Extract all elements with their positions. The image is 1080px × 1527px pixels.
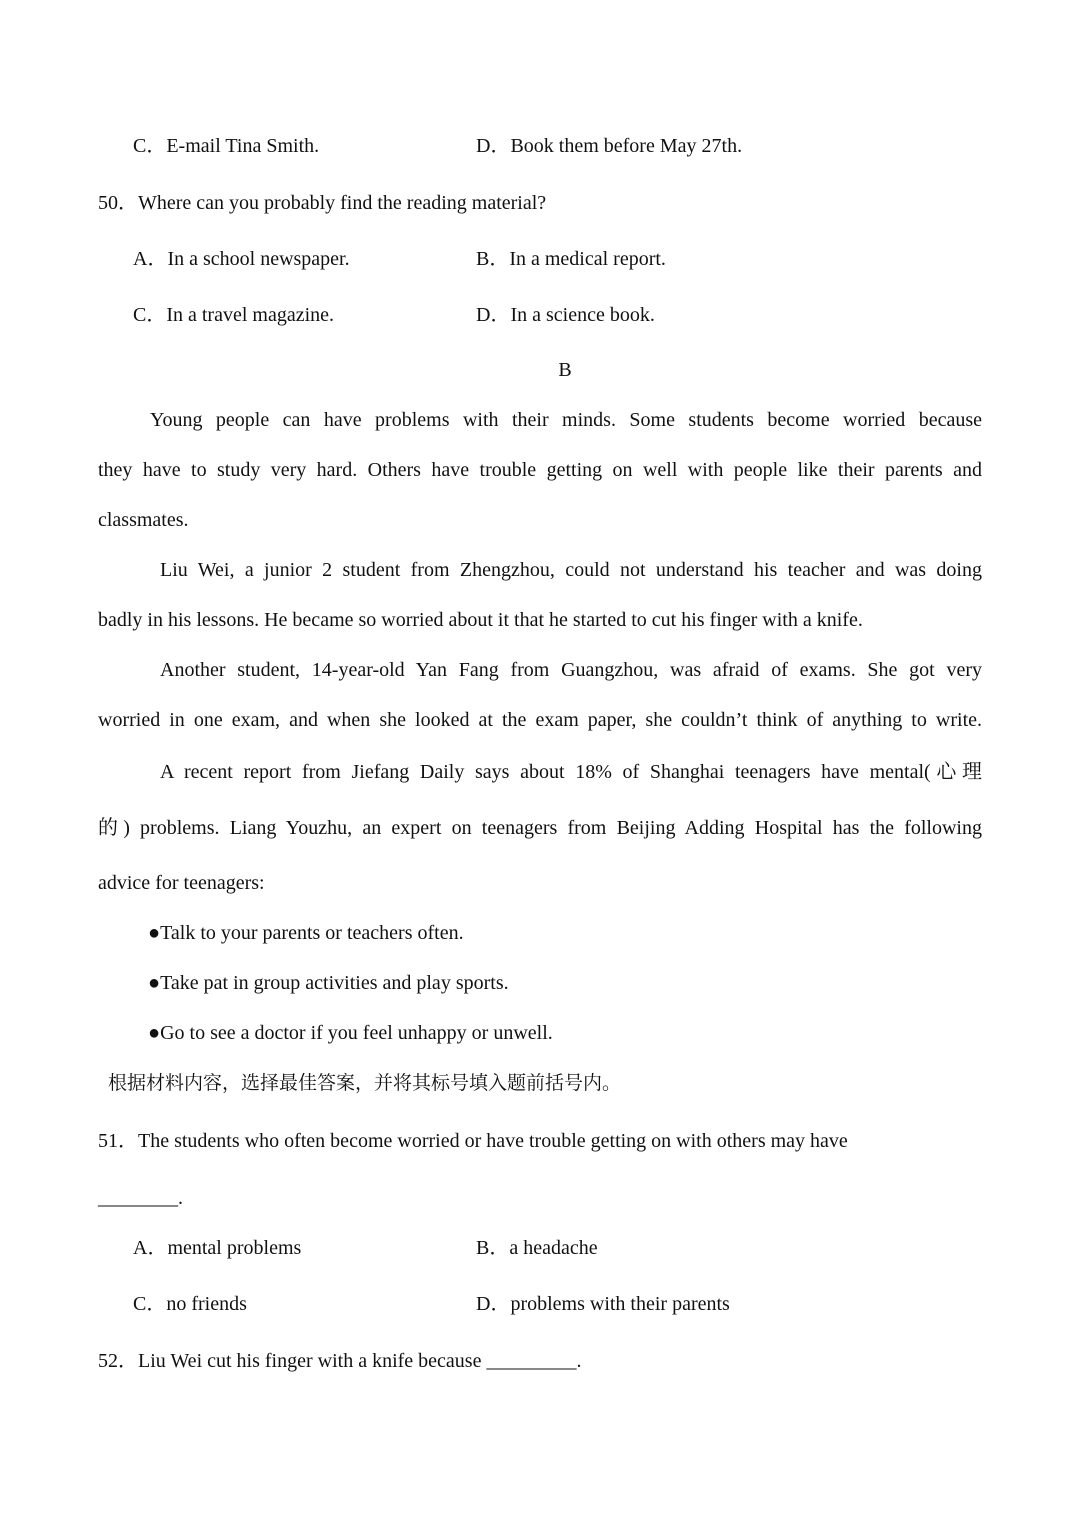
passage-p4-line1: A recent report from Jiefang Daily says about 18% of Shanghai teenagers have mental(心理 — [160, 761, 982, 783]
passage-p4-line3: advice for teenagers: — [98, 872, 265, 894]
q50-option-d: D．In a science book. — [476, 304, 655, 326]
passage-p4-line2: 的) problems. Liang Youzhu, an expert on teenagers from Beijing Adding Hospital has the following — [98, 817, 982, 839]
passage-p3-line2: worried in one exam, and when she looked at the exam paper, she couldn’t think of anything to write. — [98, 709, 982, 731]
section-b-label: B — [558, 359, 572, 381]
q49-option-c: C．E-mail Tina Smith. — [133, 135, 320, 157]
q51-option-b: B．a headache — [476, 1237, 598, 1259]
q49-option-d: D．Book them before May 27th. — [476, 135, 743, 157]
passage-p1-line2: they have to study very hard. Others have trouble getting on well with people like their parents and — [98, 459, 982, 481]
q51-stem-line2: ________. — [98, 1187, 183, 1209]
q52-stem: 52．Liu Wei cut his finger with a knife because _________. — [98, 1350, 582, 1372]
passage-p2-line1: Liu Wei, a junior 2 student from Zhengzhou, could not understand his teacher and was doing — [160, 559, 982, 581]
q50-option-a: A．In a school newspaper. — [133, 248, 350, 270]
passage-p2-line2: badly in his lessons. He became so worried about it that he started to cut his finger with a knife. — [98, 609, 863, 631]
q50-stem: 50．Where can you probably find the reading material? — [98, 192, 547, 214]
q50-option-b: B．In a medical report. — [476, 248, 666, 270]
q51-option-a: A．mental problems — [133, 1237, 302, 1259]
advice-bullet-3: ●Go to see a doctor if you feel unhappy or unwell. — [148, 1022, 553, 1044]
q51-stem-line1: 51．The students who often become worried or have trouble getting on with others may have — [98, 1130, 848, 1152]
q51-option-d: D．problems with their parents — [476, 1293, 730, 1315]
passage-p1-line1: Young people can have problems with their minds. Some students become worried because — [150, 409, 982, 431]
passage-p1-line3: classmates. — [98, 509, 189, 531]
q50-option-c: C．In a travel magazine. — [133, 304, 335, 326]
instruction-text: 根据材料内容，选择最佳答案，并将其标号填入题前括号内。 — [108, 1072, 622, 1094]
q51-option-c: C．no friends — [133, 1293, 247, 1315]
advice-bullet-2: ●Take pat in group activities and play sports. — [148, 972, 509, 994]
passage-p3-line1: Another student, 14-year-old Yan Fang from Guangzhou, was afraid of exams. She got very — [160, 659, 982, 681]
advice-bullet-1: ●Talk to your parents or teachers often. — [148, 922, 464, 944]
